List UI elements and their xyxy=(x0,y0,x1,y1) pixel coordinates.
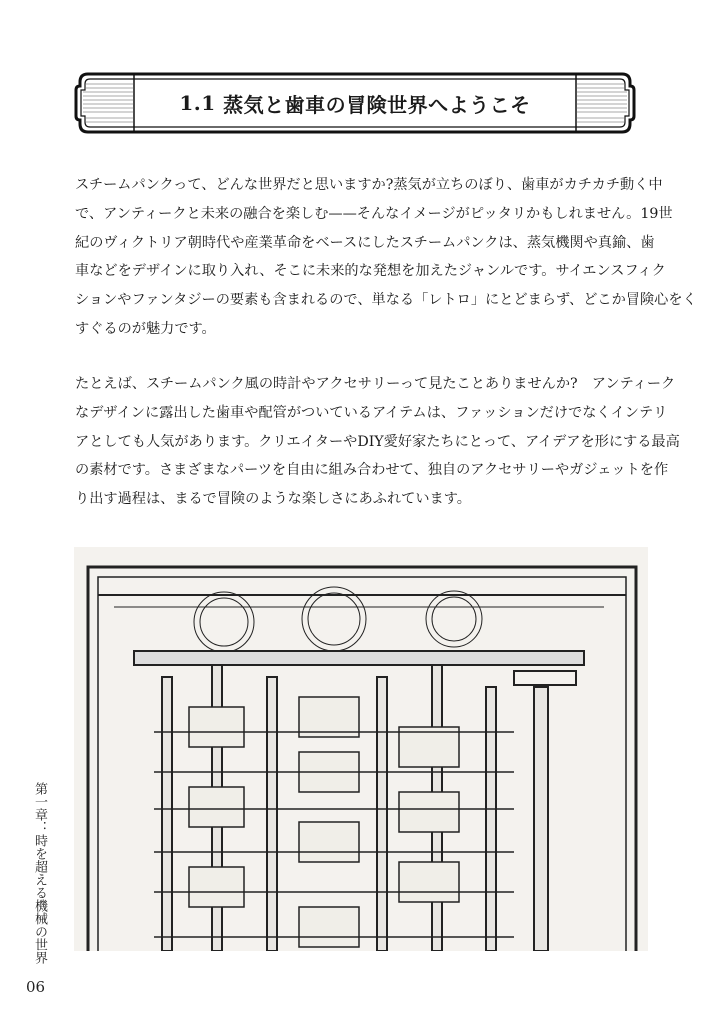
text-line: で、アンティークと未来の融合を楽しむ——そんなイメージがピッタリかもしれません。19世 xyxy=(75,205,673,222)
text-line: なデザインに露出した歯車や配管がついているアイテムは、ファッションだけでなくインテリ xyxy=(75,404,668,421)
difference-engine-illustration xyxy=(74,547,648,951)
text-line: たとえば、スチームパンク風の時計やアクセサリーって見たことありませんか? アンティーク xyxy=(75,376,676,392)
engraving-gear-machine-icon xyxy=(74,547,648,951)
section-number: 1.1 xyxy=(179,91,216,115)
text-line: アとしても人気があります。クリエイターやDIY愛好家たちにとって、アイデアを形にする最高 xyxy=(75,433,680,450)
running-head: 第一章：時を超える機械の世界 xyxy=(32,782,47,964)
text-line: り出す過程は、まるで冒険のような楽しさにあふれています。 xyxy=(75,491,471,508)
page-number: 06 xyxy=(26,978,46,996)
paragraph-1 xyxy=(75,171,697,344)
text-line: の素材です。さまざまなパーツを自由に組み合わせて、独自のアクセサリーやガジェットを作 xyxy=(75,462,669,479)
section-title-text: 蒸気と歯車の冒険世界へようこそ xyxy=(223,92,531,117)
text-line: スチームパンクって、どんな世界だと思いますか?蒸気が立ちのぼり、歯車がカチカチ動く中 xyxy=(75,177,663,193)
text-line: 紀のヴィクトリア朝時代や産業革命をベースにしたスチームパンクは、蒸気機関や真鍮、歯 xyxy=(75,234,655,251)
text-line: ションやファンタジーの要素も含まれるので、単なる「レトロ」にとどまらず、どこか冒険心をく xyxy=(75,292,697,309)
section-title xyxy=(134,72,576,134)
paragraph-2 xyxy=(75,370,680,514)
text-line: 車などをデザインに取り入れ、そこに未来的な発想を加えたジャンルです。サイエンスフィク xyxy=(75,263,666,280)
text-line: すぐるのが魅力です。 xyxy=(75,320,216,337)
